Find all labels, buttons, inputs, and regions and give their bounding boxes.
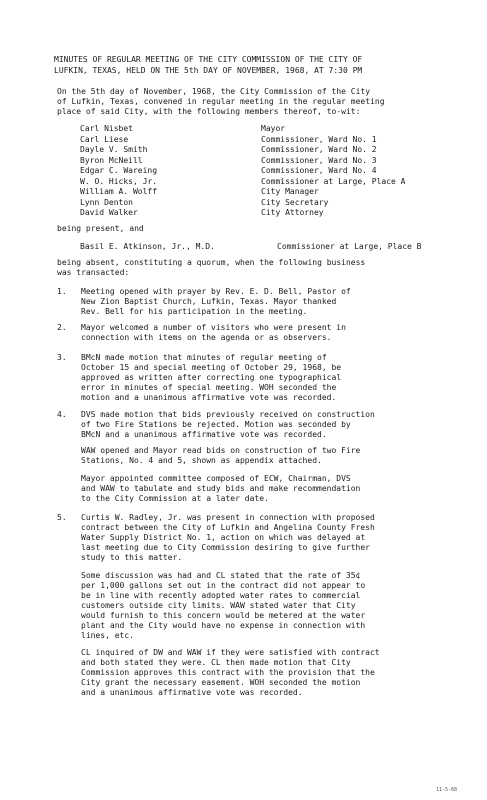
roster-row	[80, 177, 440, 188]
item-number: 5.	[57, 513, 67, 522]
member-role: Commissioner at Large, Place A	[261, 176, 406, 186]
item-text: DVS made motion that bids previously received on construction of two Fire Stations be rejected. Motion was seconded by BMcN and a unanimous affirmative vote was recorded.	[81, 410, 375, 439]
member-role: Commissioner, Ward No. 3	[261, 155, 377, 165]
item-number: 2.	[57, 323, 67, 332]
member-name: Carl Nisbet	[80, 124, 133, 133]
member-name: Dayle V. Smith	[80, 145, 148, 154]
page-footer-mark: 11-5-68	[436, 787, 458, 793]
item-text: Mayor welcomed a number of visitors who were present in connection with items on the agenda or as observers.	[81, 323, 346, 342]
item-subparagraph: Some discussion was had and CL stated that the rate of 35¢ per 1,000 gallons set out in the contract did not appear to be in line with recently adopted water rates to commercial customers outside city limits. WAW stated water that City would furnish to this concern would be metered at the water plant and the City would have no expense in connection with lines, etc.	[81, 571, 366, 640]
roster-table	[80, 124, 440, 219]
absent-member-role: Commissioner at Large, Place B	[277, 242, 422, 251]
minutes-heading-line-2: LUFKIN, TEXAS, HELD ON THE 5th DAY OF NOVEMBER, 1968, AT 7:30 PM	[54, 66, 363, 75]
roster-row	[80, 156, 440, 167]
item-subparagraph: Mayor appointed committee composed of ECW, Chairman, DVS and WAW to tabulate and study bids and make recommendation to the City Commission at a later date.	[81, 474, 361, 503]
opening-paragraph: On the 5th day of November, 1968, the City Commission of the City of Lufkin, Texas, convened in regular meeting in the regular meeting place of said City, with the following members thereof, to-wit:	[57, 87, 385, 116]
roster-row	[80, 187, 440, 198]
item-number: 1.	[57, 287, 67, 296]
member-name: David Walker	[80, 208, 138, 217]
item-number: 4.	[57, 410, 67, 419]
item-text: Meeting opened with prayer by Rev. E. D. Bell, Pastor of New Zion Baptist Church, Lufkin, Texas. Mayor thanked Rev. Bell for his participation in the meeting.	[81, 287, 351, 316]
minutes-heading-line-1: MINUTES OF REGULAR MEETING OF THE CITY COMMISSION OF THE CITY OF	[54, 55, 363, 64]
member-role: City Manager	[261, 187, 319, 196]
member-name: W. O. Hicks, Jr.	[80, 176, 158, 186]
member-role: Commissioner, Ward No. 1	[261, 134, 377, 144]
item-subparagraph: CL inquired of DW and WAW if they were satisfied with contract and both stated they were. CL then made motion that City Commission approves this contract with the provision that the City grant the necessary easement. WOH seconded the motion and a unanimous affirmative vote was recorded.	[81, 648, 380, 697]
member-role: Commissioner, Ward No. 2	[261, 145, 377, 154]
item-text: Curtis W. Radley, Jr. was present in connection with proposed contract between the City of Lufkin and Angelina County Fresh Water Supply District No. 1, action on which was delayed at last meeting due to City Commission desiring to give further study to this matter.	[81, 513, 375, 562]
member-role: City Secretary	[261, 197, 329, 207]
roster-row	[80, 198, 440, 209]
member-role: Mayor	[261, 124, 286, 133]
item-text: BMcN made motion that minutes of regular meeting of October 15 and special meeting of October 29, 1968, be approved as written after correcting one typographical error in minutes of special meeting. WOH seconded the motion and a unanimous affirmative vote was recorded.	[81, 353, 342, 402]
member-name: Byron McNeill	[80, 155, 143, 165]
quorum-paragraph: being absent, constituting a quorum, when the following business was transacted:	[57, 258, 366, 277]
member-name: Lynn Denton	[80, 197, 133, 207]
member-name: Carl Liese	[80, 134, 129, 144]
member-role: Commissioner, Ward No. 4	[261, 166, 377, 175]
roster-row	[80, 135, 440, 146]
item-number: 3.	[57, 353, 67, 362]
being-present-text: being present, and	[57, 224, 144, 233]
roster-row	[80, 208, 440, 219]
member-name: Edgar C. Wareing	[80, 166, 158, 175]
roster-row	[80, 145, 440, 156]
member-role: City Attorney	[261, 208, 324, 217]
member-name: William A. Wolff	[80, 187, 158, 196]
absent-member-name: Basil E. Atkinson, Jr., M.D.	[80, 242, 215, 251]
item-subparagraph: WAW opened and Mayor read bids on construction of two Fire Stations, No. 4 and 5, shown as appendix attached.	[81, 446, 361, 465]
roster-row	[80, 124, 440, 135]
roster-row	[80, 166, 440, 177]
